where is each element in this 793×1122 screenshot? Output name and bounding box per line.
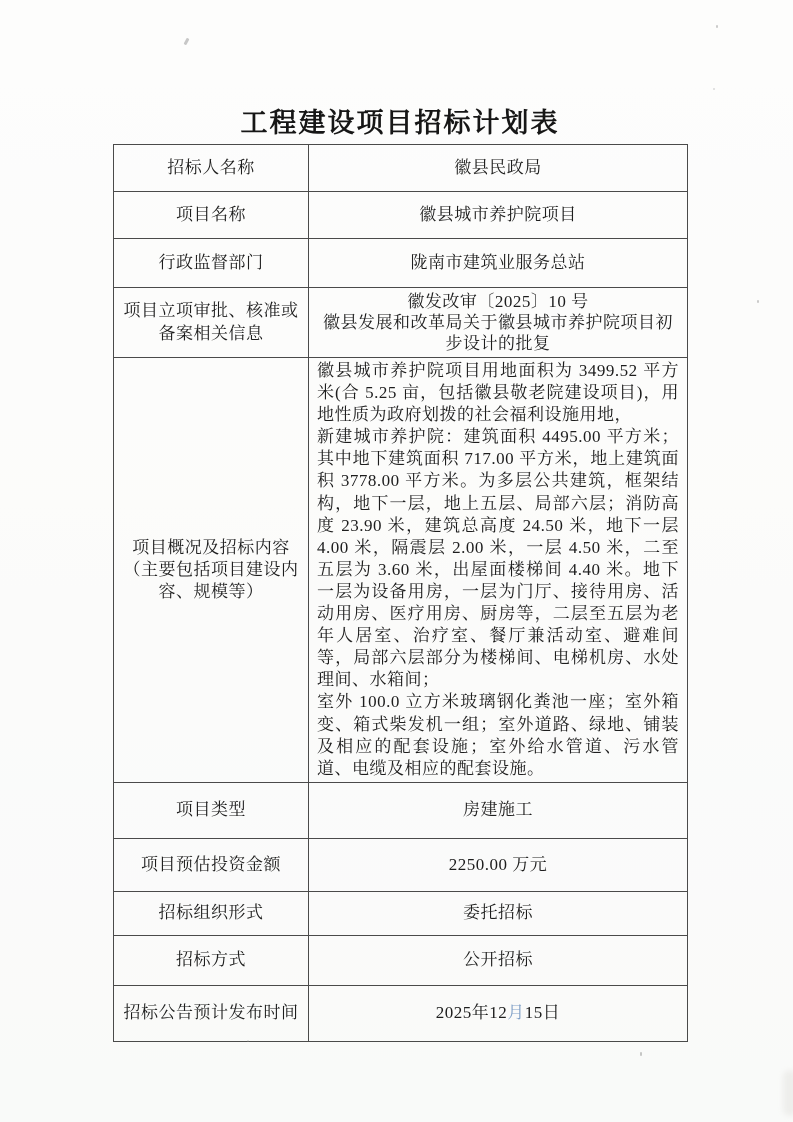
bidding-plan-table [113, 144, 688, 1042]
project-name-value: 徽县城市养护院项目 [309, 192, 688, 239]
page-title: 工程建设项目招标计划表 [240, 108, 560, 138]
organization-form-label: 招标组织形式 [114, 891, 309, 935]
row-organization-form [114, 891, 688, 935]
bidder-name-value: 徽县民政局 [309, 145, 688, 192]
announce-date-prefix: 2025年12 [435, 1003, 508, 1023]
project-overview-value [309, 358, 688, 783]
supervision-dept-label: 行政监督部门 [114, 239, 309, 288]
project-overview-label: 项目概况及招标内容（主要包括项目建设内容、规模等） [114, 358, 309, 783]
announce-date-suffix: 15日 [524, 1003, 561, 1023]
row-project-type [114, 782, 688, 838]
row-investment-amount [114, 838, 688, 891]
approval-doc-number: 徽发改审〔2025〕10 号 [407, 292, 589, 311]
investment-amount-value: 2250.00 万元 [309, 838, 688, 891]
scan-edge-smudge [783, 1070, 793, 1116]
row-approval-info [114, 288, 688, 358]
scan-speck [713, 88, 715, 90]
announce-date-label: 招标公告预计发布时间 [114, 985, 309, 1041]
scan-speck [716, 25, 718, 28]
approval-info-label: 项目立项审批、核准或备案相关信息 [114, 288, 309, 358]
scan-speck [757, 300, 759, 303]
approval-info-value [309, 288, 688, 358]
investment-amount-label: 项目预估投资金额 [114, 838, 309, 891]
bidding-method-value: 公开招标 [309, 935, 688, 985]
scan-speck [184, 38, 190, 46]
organization-form-value: 委托招标 [309, 891, 688, 935]
bidding-method-label: 招标方式 [114, 935, 309, 985]
announce-date-month: 月 [507, 1003, 525, 1023]
row-supervision-dept [114, 239, 688, 288]
supervision-dept-value: 陇南市建筑业服务总站 [309, 239, 688, 288]
bidder-name-label: 招标人名称 [114, 145, 309, 192]
overview-paragraph-land: 徽县城市养护院项目用地面积为 3499.52 平方米(合 5.25 亩，包括徽县敬老院建设项目)，用地性质为政府划拨的社会福利设施用地， [317, 361, 679, 425]
row-bidding-method [114, 935, 688, 985]
overview-paragraph-outdoor: 室外 100.0 立方米玻璃钢化粪池一座；室外箱变、箱式柴发机一组；室外道路、绿地、铺装及相应的配套设施；室外给水管道、污水管道、电缆及相应的配套设施。 [317, 692, 679, 778]
row-announce-date [114, 985, 688, 1041]
overview-paragraph-building: 新建城市养护院：建筑面积 4495.00 平方米；其中地下建筑面积 717.00 平方米，地上建筑面积 3778.00 平方米。为多层公共建筑，框架结构，地下一层，地上五层、局部六层；消防高度 23.90 米，建筑总高度 24.50 米，地下一层 4.00 米，隔震层 2.00 米，一层 4.50 米，二至五层为 3.60 米，出屋面楼梯间 4.40 米。地下一层为设备用房，一层为门厅、接待用房、活动用房、医疗用房、厨房等，二层至五层为老年人居室、治疗室、餐厅兼活动室、避难间等，局部六层部分为楼梯间、电梯机房、水处理间、水箱间； [317, 427, 679, 690]
announce-date-value [309, 985, 688, 1041]
scan-speck [247, 1040, 249, 1042]
approval-doc-title: 徽县发展和改革局关于徽县城市养护院项目初步设计的批复 [323, 313, 673, 353]
project-name-label: 项目名称 [114, 192, 309, 239]
row-project-overview [114, 358, 688, 783]
row-bidder-name [114, 145, 688, 192]
row-project-name [114, 192, 688, 239]
scan-speck [640, 1052, 642, 1056]
project-type-value: 房建施工 [309, 782, 688, 838]
project-type-label: 项目类型 [114, 782, 309, 838]
